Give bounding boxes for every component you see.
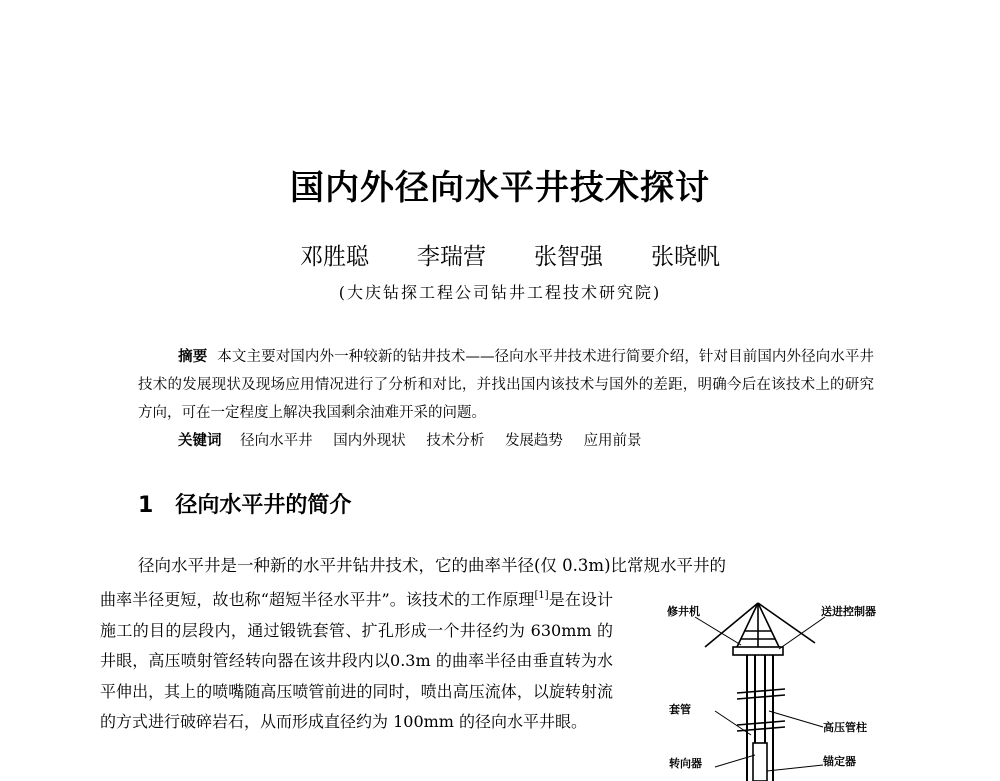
author-list [300,238,720,271]
affiliation: (大庆钻探工程公司钻井工程技术研究院) [338,283,662,302]
abstract-text: 本文主要对国内外一种较新的钻井技术——径向水平井技术进行简要介绍，针对目前国内外径向水平井技术的发展现状及现场应用情况进行了分析和对比，并找出国内该技术与国外的差距，明确今后在该技术上的研究方向，可在一定程度上解决我国剩余油难开采的问题。 [138,349,874,421]
label-whipstock: 转向器 [669,757,702,770]
citation-ref: [1] [534,590,549,601]
abstract [138,343,874,427]
body-paragraph-line1 [100,551,912,581]
author: 李瑞营 [417,244,486,270]
section-heading [138,488,351,519]
section-number: 1 [138,493,154,518]
body-paragraph-rest [100,581,613,738]
label-rig: 修井机 [667,605,700,618]
label-casing: 套管 [669,703,691,716]
label-anchor: 锚定器 [823,755,856,768]
diagram-drawing [655,595,915,781]
keyword: 应用前景 [583,433,642,449]
section-title: 径向水平井的简介 [175,493,352,518]
keywords-label: 关键词 [178,432,222,449]
keyword: 发展趋势 [504,433,563,449]
body-text: 曲率半径更短，故也称“超短半径水平井”。该技术的工作原理 [100,590,535,609]
body-text: 径向水平井是一种新的水平井钻井技术，它的曲率半径(仅 0.3m)比常规水平井的 [138,556,727,575]
paper-title: 国内外径向水平井技术探讨 [290,168,710,208]
body-text: 是在设计施工的目的层段内，通过锻铣套管、扩孔形成一个井径约为 630mm 的井眼，高压喷射管经转向器在该井段内以0.3m 的曲率半径由垂直转为水平伸出，其上的喷嘴随高压喷管前进的同时，喷出高压流体，以旋转射流的方式进行破碎岩石，从而形成直径约为 100mm 的径向水平井眼。 [100,590,613,731]
label-hp-string: 高压管柱 [823,721,867,734]
keyword: 径向水平井 [240,433,313,449]
keyword: 国内外现状 [333,433,406,449]
author: 张晓帆 [651,244,720,270]
keywords [178,427,878,455]
keyword: 技术分析 [426,433,485,449]
author: 张智强 [534,244,603,270]
label-controller: 送进控制器 [821,605,876,618]
author: 邓胜聪 [300,244,369,270]
radial-well-diagram [655,595,915,781]
abstract-label: 摘要 [178,348,208,365]
